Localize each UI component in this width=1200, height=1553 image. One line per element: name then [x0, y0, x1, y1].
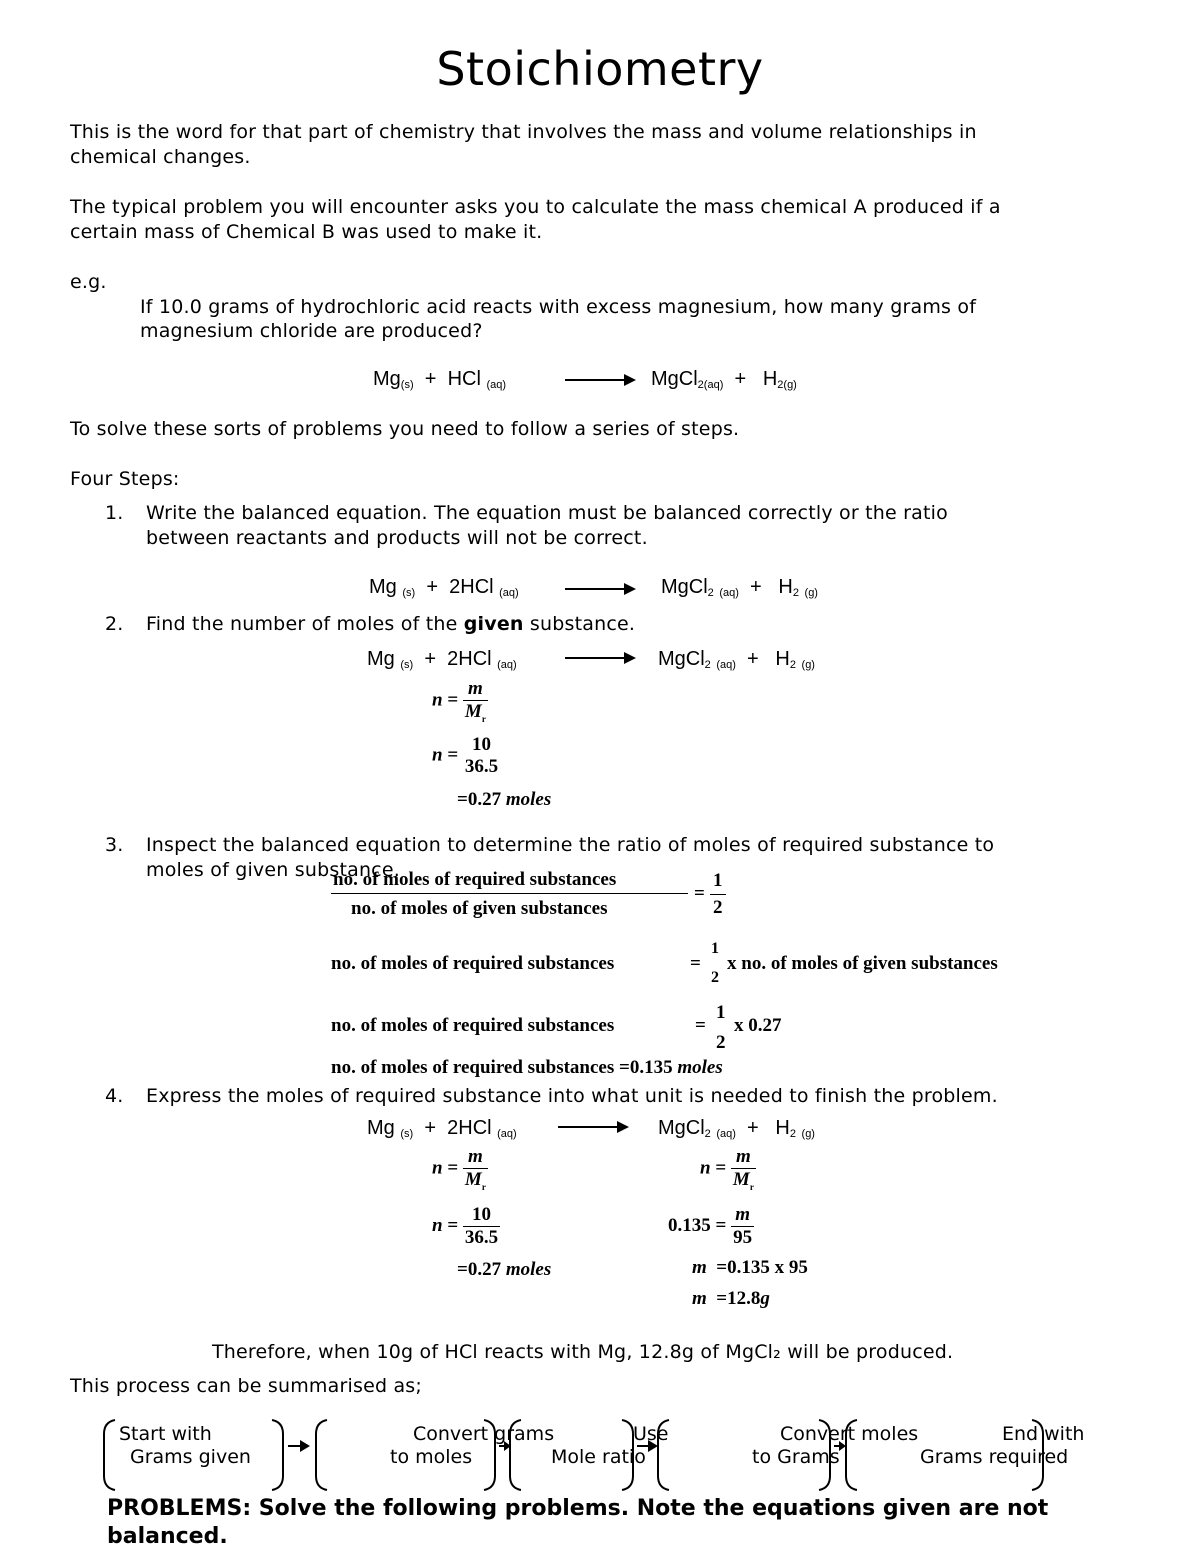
formula-n-m-mr: n = $\frac{m}{M_r}$ — [432, 678, 486, 724]
ratio-equals: = — [694, 883, 705, 904]
half-num: 1 — [716, 1002, 726, 1023]
solve-intro: To solve these sorts of problems you need to follow a series of steps. — [70, 418, 740, 440]
intro-line: chemical changes. — [70, 146, 251, 168]
step-text: Write the balanced equation. The equation must be balanced correctly or the ratio — [146, 502, 948, 524]
chemical-equation-products: MgCl$_2$ $_{(aq)} + H_2$ $_{(g)}$ — [658, 1117, 815, 1140]
formula-n-m-mr: n = $\frac{m}{M_r}$ — [432, 1146, 486, 1192]
flow-step-convert-grams: Convert grams — [413, 1423, 555, 1445]
bracket-left — [316, 1420, 327, 1490]
chemical-equation: Mg $_{(s)}$ + 2HCl $_{(aq)}$ — [369, 576, 519, 599]
times-given: x no. of moles of given substances — [727, 953, 998, 974]
flow-step-mole-ratio: Use — [633, 1423, 669, 1445]
step-number: 2. — [105, 613, 124, 635]
bracket-right — [272, 1420, 283, 1490]
ratio-fraction-den: no. of moles of given substances — [351, 898, 608, 919]
ratio-half-num: 1 — [713, 870, 723, 891]
page-title: Stoichiometry — [436, 42, 764, 96]
chemical-equation: Mg $_{(s)}$ + 2HCl $_{(aq)}$ — [367, 1117, 517, 1140]
ratio-half-den: 2 — [713, 897, 723, 918]
formula-n-0135: 0.135 = $\frac{m}{95}$ — [668, 1204, 753, 1248]
moles-result: =0.27 moles — [457, 789, 552, 810]
flow-step-start: Grams given — [130, 1446, 251, 1468]
flow-step-start: Start with — [119, 1423, 212, 1445]
flow-step-mole-ratio: Mole ratio — [551, 1446, 646, 1468]
half-num: 1 — [711, 940, 719, 957]
example-text: magnesium chloride are produced? — [140, 320, 483, 342]
chemical-equation: Mg $_{(s)}$ + 2HCl $_{(aq)}$ — [367, 648, 517, 671]
conclusion: Therefore, when 10g of HCl reacts with Mg, 12.8g of MgCl₂ will be produced. — [212, 1341, 954, 1363]
req-moles-line: no. of moles of required substances — [331, 953, 615, 974]
equals-sign: = — [690, 953, 701, 974]
chemical-equation-products: MgCl$_2$ $_{(aq)} + H_2$ $_{(g)}$ — [658, 648, 815, 671]
step-number: 4. — [105, 1085, 124, 1107]
step-text: Find the number of moles of the given substance. — [146, 613, 636, 635]
intro-line: certain mass of Chemical B was used to make it. — [70, 221, 543, 243]
example-label: e.g. — [70, 271, 107, 293]
mass-calc: m =0.135 x 95 — [692, 1257, 808, 1278]
problems-heading: balanced. — [107, 1524, 228, 1549]
step-text: moles of given substance. — [146, 859, 400, 881]
summary-intro: This process can be summarised as; — [70, 1375, 423, 1397]
mass-result: m =12.8g — [692, 1288, 770, 1309]
example-text: If 10.0 grams of hydrochloric acid reacts with excess magnesium, how many grams of — [140, 296, 977, 318]
formula-n-value: n = $\frac{10}{36.5}$ — [432, 1204, 499, 1248]
half-den: 2 — [711, 969, 719, 986]
flow-step-end: Grams required — [920, 1446, 1069, 1468]
step-text: Inspect the balanced equation to determine the ratio of moles of required substance to — [146, 834, 995, 856]
flow-step-convert-moles: to Grams — [752, 1446, 840, 1468]
formula-n-m-mr-right: n = $\frac{m}{M_r}$ — [700, 1146, 754, 1192]
ratio-fraction-num: no. of moles of required substances — [333, 869, 617, 890]
half-den: 2 — [716, 1032, 726, 1053]
req-moles-line: no. of moles of required substances =0.135 moles — [331, 1057, 723, 1077]
moles-result: =0.27 moles — [457, 1259, 552, 1280]
intro-line: This is the word for that part of chemistry that involves the mass and volume relationships in — [70, 121, 977, 143]
req-moles-line: no. of moles of required substances — [331, 1015, 615, 1036]
given-emphasis: given — [463, 613, 524, 635]
flow-step-convert-moles: Convert moles — [780, 1423, 919, 1445]
chemical-equation-products: MgCl$_2$ $_{(aq)} + H_2$ $_{(g)}$ — [661, 576, 818, 599]
flow-step-convert-grams: to moles — [390, 1446, 473, 1468]
bracket-left — [104, 1420, 115, 1490]
step-text: between reactants and products will not be correct. — [146, 527, 648, 549]
chemical-equation: $Mg_{(s)}$ + HCl $_{(aq)}$ — [373, 368, 507, 391]
times-027: x 0.27 — [734, 1015, 782, 1036]
formula-n-value: n = 10 36.5 — [432, 734, 499, 777]
steps-heading: Four Steps: — [70, 468, 180, 490]
step-number: 3. — [105, 834, 124, 856]
intro-line: The typical problem you will encounter asks you to calculate the mass chemical A produced if a — [70, 196, 1001, 218]
equals-sign: = — [695, 1015, 706, 1036]
flow-step-end: End with — [1002, 1423, 1085, 1445]
step-text: Express the moles of required substance into what unit is needed to finish the problem. — [146, 1085, 998, 1107]
step-number: 1. — [105, 502, 124, 524]
chemical-equation-products: MgCl$_{2(aq)}$ + $H_{2(g)}$ — [651, 368, 797, 391]
problems-heading: PROBLEMS: Solve the following problems. Note the equations given are not — [107, 1496, 1049, 1521]
